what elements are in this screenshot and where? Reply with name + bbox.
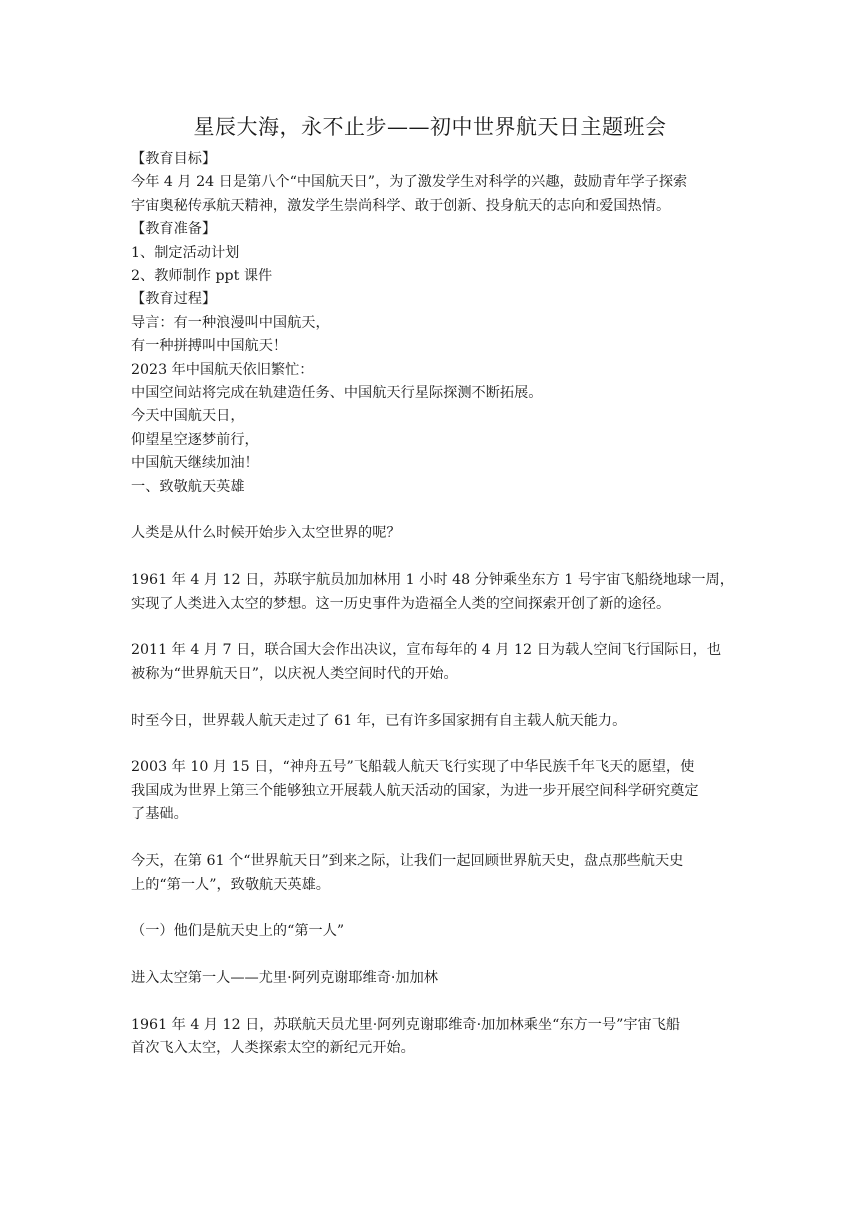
goal-text-line-1: 今年 4 月 24 日是第八个“中国航天日”，为了激发学生对科学的兴趣，鼓励青年学子探索 bbox=[131, 174, 688, 191]
intro-line-6: 仰望星空逐梦前行， bbox=[131, 431, 259, 448]
paragraph-gap bbox=[131, 897, 737, 920]
intro-line-4: 中国空间站将完成在轨建造任务、中国航天行星际探测不断拓展。 bbox=[131, 385, 543, 402]
paragraph-2003-line-3: 了基础。 bbox=[131, 806, 188, 823]
prep-item-2: 2、教师制作 ppt 课件 bbox=[131, 268, 273, 285]
paragraph-gap bbox=[131, 733, 737, 756]
sub-heading-first-people: （一）他们是航天史上的“第一人” bbox=[131, 923, 345, 940]
paragraph-gap bbox=[131, 616, 737, 639]
goal-heading: 【教育目标】 bbox=[131, 151, 217, 167]
gagarin-paragraph-line-2: 首次飞入太空，人类探索太空的新纪元开始。 bbox=[131, 1040, 415, 1057]
paragraph-gap bbox=[131, 827, 737, 850]
intro-line-1: 导言：有一种浪漫叫中国航天， bbox=[131, 314, 330, 331]
paragraph-2011-line-2: 被称为“世界航天日”，以庆祝人类空间时代的开始。 bbox=[131, 665, 458, 682]
paragraph-2003-line-2: 我国成为世界上第三个能够独立开展载人航天活动的国家，为进一步开展空间科学研究奠定 bbox=[131, 782, 699, 799]
gagarin-paragraph-line-1: 1961 年 4 月 12 日，苏联航天员尤里·阿列克谢耶维奇·加加林乘坐“东方一号”宇宙飞船 bbox=[131, 1016, 681, 1033]
first-person-title: 进入太空第一人——尤里·阿列克谢耶维奇·加加林 bbox=[131, 970, 438, 987]
paragraph-gap bbox=[131, 944, 737, 967]
document-body bbox=[131, 148, 737, 1061]
paragraph-2003-line-1: 2003 年 10 月 15 日，“神舟五号”飞船载人航天飞行实现了中华民族千年飞天的愿望，使 bbox=[131, 759, 695, 776]
paragraph-gap bbox=[131, 499, 737, 522]
goal-text-line-2: 宇宙奥秘传承航天精神，激发学生崇尚科学、敢于创新、投身航天的志向和爱国热情。 bbox=[131, 197, 671, 214]
part-one-heading: 一、致敬航天英雄 bbox=[131, 478, 245, 495]
prep-heading: 【教育准备】 bbox=[131, 221, 217, 238]
paragraph-gap bbox=[131, 991, 737, 1014]
intro-line-3: 2023 年中国航天依旧繁忙： bbox=[131, 361, 314, 378]
intro-line-2: 有一种拼搏叫中国航天！ bbox=[131, 338, 288, 355]
paragraph-61st-line-2: 上的“第一人”，致敬航天英雄。 bbox=[131, 876, 330, 893]
paragraph-today: 时至今日，世界载人航天走过了 61 年，已有许多国家拥有自主载人航天能力。 bbox=[131, 712, 627, 729]
paragraph-61st-line-1: 今天，在第 61 个“世界航天日”到来之际，让我们一起回顾世界航天史，盘点那些航天史 bbox=[131, 853, 684, 870]
paragraph-gap bbox=[131, 686, 737, 709]
paragraph-2011-line-1: 2011 年 4 月 7 日，联合国大会作出决议，宣布每年的 4 月 12 日为载人空间飞行国际日，也 bbox=[131, 642, 722, 659]
process-heading: 【教育过程】 bbox=[131, 291, 217, 308]
intro-line-5: 今天中国航天日， bbox=[131, 408, 245, 425]
document-title: 星辰大海，永不止步——初中世界航天日主题班会 bbox=[193, 115, 667, 139]
paragraph-gap bbox=[131, 546, 737, 569]
question-paragraph: 人类是从什么时候开始步入太空世界的呢？ bbox=[131, 525, 401, 542]
paragraph-1961-line-2: 实现了人类进入太空的梦想。这一历史事件为造福全人类的空间探索开创了新的途径。 bbox=[131, 595, 671, 612]
paragraph-1961-line-1: 1961 年 4 月 12 日，苏联宇航员加加林用 1 小时 48 分钟乘坐东方 1 号宇宙飞船绕地球一周， bbox=[131, 572, 734, 589]
prep-item-1: 1、制定活动计划 bbox=[131, 244, 240, 261]
intro-line-7: 中国航天继续加油！ bbox=[131, 455, 259, 472]
